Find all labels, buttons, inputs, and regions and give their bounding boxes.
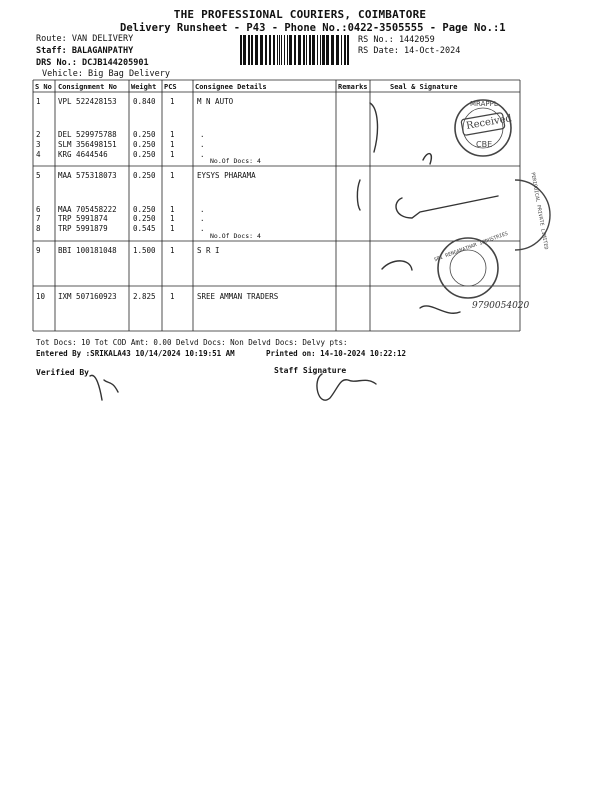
row-pcs: 1 <box>170 246 175 255</box>
rs-number: RS No.: 1442059 <box>358 35 435 45</box>
drs-number: DRS No.: DCJB144205901 <box>36 58 149 68</box>
stamp1-bottom-text: CBE <box>476 140 493 149</box>
row-consignee: M N AUTO <box>197 97 234 106</box>
remark-mark-2 <box>357 180 360 210</box>
col-header-consignment: Consignment No <box>58 83 118 91</box>
row-pcs: 1 <box>170 130 175 139</box>
staff-label: Staff: BALAGANPATHY <box>36 46 134 56</box>
stamp2-text: SRI RENGANATHAR INDUSTRIES <box>433 230 509 264</box>
signature-scribble-3 <box>382 261 412 270</box>
row-consignment: MAA 575318073 <box>58 171 117 180</box>
row-consignment: MAA 705458222 <box>58 205 117 214</box>
col-header-pcs: PCS <box>164 83 177 91</box>
row-weight: 0.250 <box>133 214 156 223</box>
row-consignee: . <box>200 140 205 149</box>
col-header-seal-signature: Seal & Signature <box>390 83 458 91</box>
row-sno: 4 <box>36 150 41 159</box>
row-sno: 3 <box>36 140 41 149</box>
row-weight: 1.500 <box>133 246 156 255</box>
row-pcs: 1 <box>170 214 175 223</box>
row-sno: 6 <box>36 205 41 214</box>
handwritten-phone-number: 9790054020 <box>472 301 530 311</box>
row-sno: 7 <box>36 214 41 223</box>
row-pcs: 1 <box>170 171 175 180</box>
rs-date: RS Date: 14-Oct-2024 <box>358 46 461 56</box>
row-sno: 8 <box>36 224 41 233</box>
row-consignee: . <box>200 214 205 223</box>
row-sno: 10 <box>36 292 46 301</box>
row-weight: 0.250 <box>133 171 156 180</box>
signature-scribble-2 <box>396 196 498 218</box>
verified-signature <box>90 375 118 400</box>
stamp1-top-text: MRAPPL <box>470 100 498 108</box>
row-pcs: 1 <box>170 150 175 159</box>
staff-signature-scribble <box>317 374 376 400</box>
row-sno: 9 <box>36 246 41 255</box>
row-pcs: 1 <box>170 97 175 106</box>
totals-line: Tot Docs: 10 Tot COD Amt: 0.00 Delvd Docs: Non Delvd Docs: Delvy pts: <box>36 338 348 347</box>
no-of-docs: No.Of Docs: 4 <box>210 232 261 240</box>
row-consignee: . <box>200 150 205 159</box>
row-consignee: . <box>200 205 205 214</box>
col-header-remarks: Remarks <box>338 83 368 91</box>
row-weight: 0.545 <box>133 224 156 233</box>
row-pcs: 1 <box>170 224 175 233</box>
col-header-consignee: Consignee Details <box>195 83 267 91</box>
vehicle-label: Vehicle: Big Bag Delivery <box>42 69 170 79</box>
stamp3-text: PERIODICAL PRIVATE LIMITED <box>529 171 549 251</box>
remark-mark-1 <box>370 103 377 152</box>
row-consignee: EYSYS PHARAMA <box>197 171 256 180</box>
row-weight: 0.840 <box>133 97 156 106</box>
route-label: Route: VAN DELIVERY <box>36 34 134 44</box>
col-header-sno: S No <box>35 83 52 91</box>
row-consignee: S R I <box>197 246 220 255</box>
verified-by-label: Verified By <box>36 368 89 377</box>
row-consignment: VPL 522428153 <box>58 97 117 106</box>
row-consignment: IXM 507160923 <box>58 292 117 301</box>
row-weight: 0.250 <box>133 205 156 214</box>
row-consignee: . <box>200 224 205 233</box>
no-of-docs: No.Of Docs: 4 <box>210 157 261 165</box>
row-consignment: BBI 100181048 <box>58 246 117 255</box>
row-consignment: TRP 5991874 <box>58 214 108 223</box>
row-consignment: TRP 5991879 <box>58 224 108 233</box>
col-header-weight: Weight <box>131 83 157 91</box>
row-sno: 2 <box>36 130 41 139</box>
row-weight: 0.250 <box>133 150 156 159</box>
row-consignment: KRG 4644546 <box>58 150 108 159</box>
row-consignment: DEL 529975788 <box>58 130 117 139</box>
company-title: THE PROFESSIONAL COURIERS, COIMBATORE <box>173 8 427 21</box>
stamp1-received-text: Received <box>465 113 513 132</box>
signature-scribble-1 <box>423 154 431 164</box>
row-weight: 0.250 <box>133 140 156 149</box>
runsheet-title: Delivery Runsheet - P43 - Phone No.:0422-3505555 - Page No.:1 <box>120 22 506 34</box>
staff-signature-label: Staff Signature <box>274 366 347 375</box>
row-consignment: SLM 356498151 <box>58 140 117 149</box>
signature-scribble-4 <box>420 306 460 313</box>
row-sno: 5 <box>36 171 41 180</box>
row-consignee: . <box>200 130 205 139</box>
row-pcs: 1 <box>170 205 175 214</box>
row-weight: 0.250 <box>133 130 156 139</box>
printed-on: Printed on: 14-10-2024 10:22:12 <box>266 349 406 358</box>
entered-by: Entered By :SRIKALA43 10/14/2024 10:19:51 AM <box>36 349 235 358</box>
row-sno: 1 <box>36 97 41 106</box>
row-pcs: 1 <box>170 140 175 149</box>
row-weight: 2.825 <box>133 292 156 301</box>
row-consignee: SREE AMMAN TRADERS <box>197 292 279 301</box>
row-pcs: 1 <box>170 292 175 301</box>
